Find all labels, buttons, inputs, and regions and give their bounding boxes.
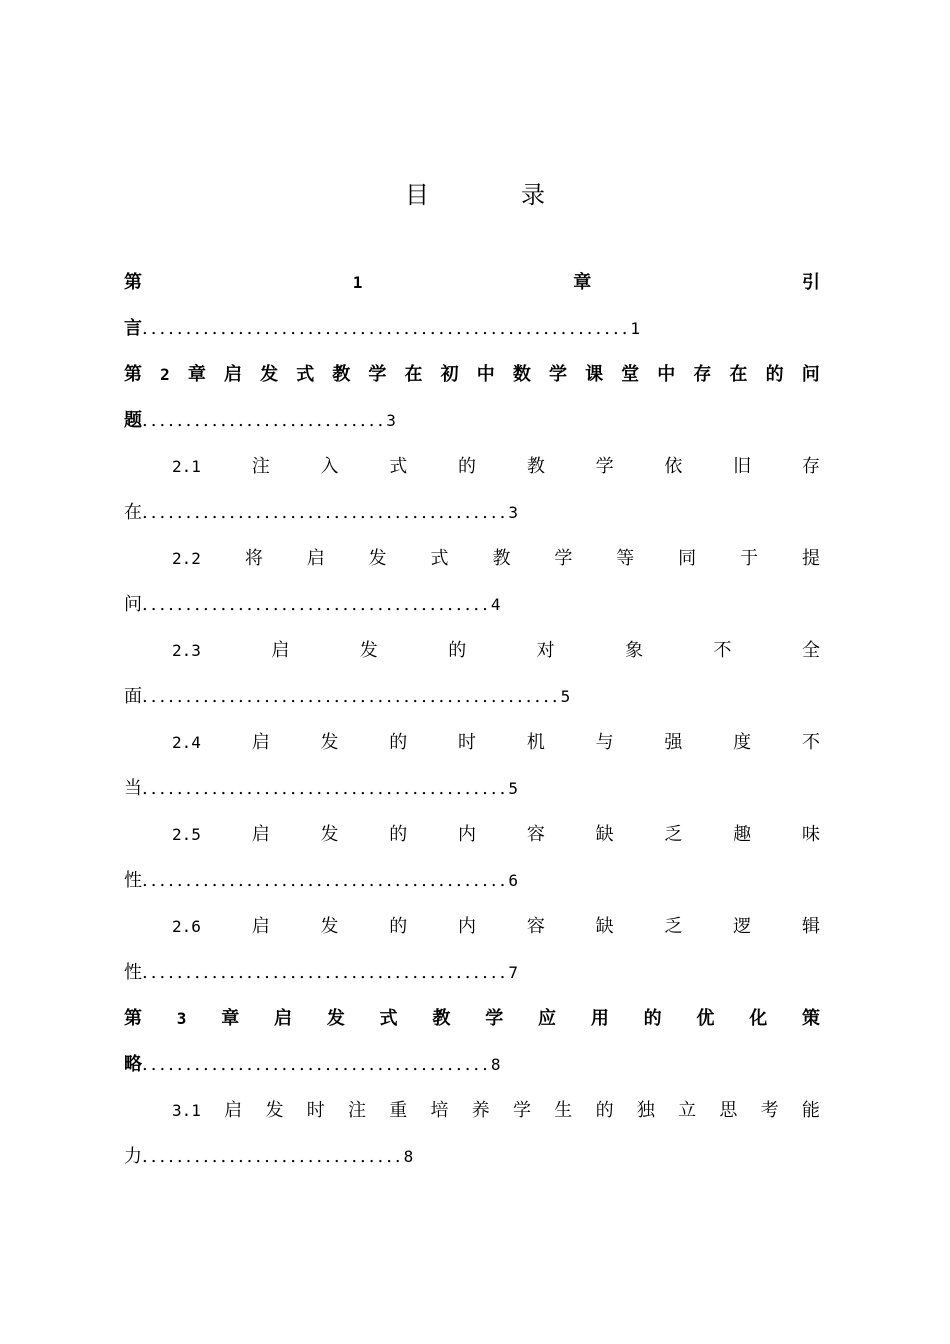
toc-tail-char: 当: [124, 778, 142, 799]
toc-tail-char: 言: [124, 318, 142, 339]
toc-heading-char: 式: [389, 456, 408, 477]
toc-title-char-1: 目: [405, 181, 429, 209]
toc-dot-leader: ..........................................: [142, 502, 509, 523]
toc-page-number: 3: [386, 411, 396, 430]
toc-heading-char: 学: [554, 548, 573, 569]
toc-dot-leader: ................................................: [142, 686, 561, 707]
toc-heading-char: 的: [389, 732, 408, 753]
toc-entry-continuation[interactable]: [124, 1142, 820, 1172]
toc-dot-leader: ........................................: [142, 1054, 491, 1075]
toc-heading-char: 发: [265, 1100, 284, 1121]
toc-entry-continuation[interactable]: [124, 314, 820, 344]
toc-heading-char: 2.5: [172, 825, 201, 844]
toc-dot-leader: ..........................................: [142, 778, 509, 799]
toc-heading-char: 用: [590, 1008, 609, 1029]
toc-dot-leader: ........................................: [142, 594, 491, 615]
toc-heading-char: 2.4: [172, 733, 201, 752]
toc-heading-char: 数: [512, 364, 531, 385]
toc-heading-char: 启: [224, 1100, 243, 1121]
toc-heading-char: 2.2: [172, 549, 201, 568]
toc-heading-char: 启: [251, 824, 270, 845]
toc-heading-char: 策: [802, 1008, 820, 1029]
toc-heading-char: 时: [306, 1100, 325, 1121]
toc-entry-continuation[interactable]: [124, 774, 820, 804]
toc-tail-char: 问: [124, 594, 142, 615]
toc-heading-char: 第: [124, 364, 142, 385]
toc-heading-char: 式: [430, 548, 449, 569]
toc-heading-char: 象: [625, 640, 644, 661]
toc-heading-char: 式: [379, 1008, 398, 1029]
toc-heading-char: 启: [271, 640, 290, 661]
toc-entry-heading[interactable]: [172, 728, 820, 758]
toc-heading-char: 学: [595, 456, 614, 477]
toc-heading-char: 缺: [595, 916, 614, 937]
toc-dot-leader: ..............................: [142, 1146, 404, 1167]
toc-dot-leader: ..........................................: [142, 870, 509, 891]
toc-heading-char: 生: [554, 1100, 573, 1121]
toc-heading-char: 趣: [733, 824, 752, 845]
toc-heading-char: 培: [430, 1100, 449, 1121]
toc-heading-char: 味: [801, 824, 820, 845]
toc-heading-char: 学: [513, 1100, 532, 1121]
toc-tail-char: 力: [124, 1146, 142, 1167]
toc-heading-char: 于: [740, 548, 759, 569]
toc-heading-char: 学: [368, 364, 387, 385]
toc-page-number: 5: [560, 687, 571, 706]
toc-heading-char: 入: [320, 456, 339, 477]
toc-heading-char: 第: [124, 1008, 142, 1029]
toc-heading-char: 问: [801, 364, 820, 385]
toc-entry-heading[interactable]: [172, 1096, 820, 1126]
toc-entry-heading[interactable]: [172, 544, 820, 574]
toc-heading-char: 章: [221, 1008, 240, 1029]
toc-heading-char: 堂: [621, 364, 640, 385]
toc-heading-char: 提: [801, 548, 820, 569]
toc-dot-leader: ............................: [142, 410, 387, 431]
toc-heading-char: 将: [244, 548, 263, 569]
toc-heading-char: 教: [526, 456, 545, 477]
toc-heading-char: 2.6: [172, 917, 201, 936]
toc-tail-char: 题: [124, 410, 142, 431]
toc-page-number: 7: [508, 963, 518, 982]
toc-heading-char: 容: [526, 916, 545, 937]
toc-heading-char: 3: [176, 1009, 187, 1028]
toc-heading-char: 发: [320, 916, 339, 937]
toc-heading-char: 强: [664, 732, 683, 753]
toc-heading-char: 考: [760, 1100, 779, 1121]
toc-heading-char: 的: [448, 640, 467, 661]
toc-heading-char: 对: [536, 640, 555, 661]
toc-heading-char: 乏: [664, 824, 683, 845]
toc-heading-char: 启: [223, 364, 242, 385]
toc-page-number: 4: [490, 595, 501, 614]
toc-page-number: 8: [403, 1147, 414, 1166]
toc-heading-char: 全: [801, 640, 820, 661]
toc-entry-continuation[interactable]: [124, 958, 820, 988]
toc-title: [0, 175, 950, 210]
toc-heading-char: 中: [476, 364, 495, 385]
toc-heading-char: 度: [733, 732, 752, 753]
toc-heading-char: 的: [595, 1100, 614, 1121]
toc-heading-char: 思: [719, 1100, 738, 1121]
toc-heading-char: 重: [389, 1100, 408, 1121]
toc-heading-char: 发: [320, 824, 339, 845]
toc-entry-continuation[interactable]: [124, 682, 820, 712]
toc-heading-char: 养: [471, 1100, 490, 1121]
toc-entry-continuation[interactable]: [124, 866, 820, 896]
toc-heading-char: 优: [696, 1008, 715, 1029]
toc-heading-char: 的: [458, 456, 477, 477]
toc-heading-char: 引: [801, 272, 820, 293]
toc-heading-char: 教: [332, 364, 351, 385]
toc-page-number: 3: [508, 503, 518, 522]
toc-entry-heading[interactable]: [124, 268, 820, 298]
toc-heading-char: 独: [636, 1100, 655, 1121]
toc-tail-char: 性: [124, 870, 142, 891]
toc-heading-char: 旧: [733, 456, 752, 477]
toc-entry-heading[interactable]: [172, 452, 820, 482]
toc-heading-char: 在: [404, 364, 423, 385]
toc-tail-char: 略: [124, 1054, 142, 1075]
toc-heading-char: 3.1: [172, 1101, 201, 1120]
toc-page-number: 5: [508, 779, 518, 798]
toc-heading-char: 时: [458, 732, 477, 753]
toc-heading-char: 第: [124, 272, 142, 293]
toc-entry-continuation[interactable]: [124, 590, 820, 620]
toc-heading-char: 机: [526, 732, 545, 753]
toc-entry-heading[interactable]: [172, 820, 820, 850]
toc-heading-char: 在: [729, 364, 748, 385]
toc-heading-char: 存: [693, 364, 712, 385]
toc-entry-heading[interactable]: [172, 912, 820, 942]
toc-heading-char: 章: [573, 272, 592, 293]
toc-heading-char: 注: [347, 1100, 366, 1121]
toc-page-number: 1: [630, 319, 641, 338]
toc-heading-char: 启: [306, 548, 325, 569]
toc-heading-char: 的: [389, 916, 408, 937]
toc-heading-char: 中: [657, 364, 676, 385]
toc-heading-char: 启: [251, 732, 270, 753]
toc-heading-char: 式: [296, 364, 315, 385]
toc-heading-char: 教: [492, 548, 511, 569]
toc-heading-char: 章: [187, 364, 206, 385]
toc-heading-char: 依: [664, 456, 683, 477]
toc-heading-char: 学: [485, 1008, 504, 1029]
toc-tail-char: 面: [124, 686, 142, 707]
toc-heading-char: 缺: [595, 824, 614, 845]
toc-heading-char: 辑: [801, 916, 820, 937]
toc-heading-char: 不: [801, 732, 820, 753]
toc-heading-char: 2.1: [172, 457, 201, 476]
toc-entry-heading[interactable]: [124, 1004, 820, 1034]
toc-heading-char: 内: [458, 916, 477, 937]
toc-entry-continuation[interactable]: [124, 498, 820, 528]
toc-heading-char: 能: [801, 1100, 820, 1121]
toc-entry-heading[interactable]: [124, 360, 820, 390]
toc-heading-char: 逻: [733, 916, 752, 937]
toc-heading-char: 2: [160, 365, 170, 384]
toc-heading-char: 同: [678, 548, 697, 569]
toc-heading-char: 的: [765, 364, 784, 385]
toc-heading-char: 发: [359, 640, 378, 661]
toc-heading-char: 发: [326, 1008, 345, 1029]
toc-dot-leader: ..........................................: [142, 962, 509, 983]
toc-title-char-2: 录: [521, 181, 545, 209]
toc-heading-char: 学: [548, 364, 567, 385]
toc-heading-char: 化: [749, 1008, 768, 1029]
toc-heading-char: 应: [538, 1008, 557, 1029]
toc-heading-char: 启: [251, 916, 270, 937]
toc-heading-char: 2.3: [172, 641, 201, 660]
toc-heading-char: 发: [260, 364, 279, 385]
toc-tail-char: 性: [124, 962, 142, 983]
toc-heading-char: 内: [458, 824, 477, 845]
toc-heading-char: 1: [352, 273, 363, 292]
toc-page-number: 6: [508, 871, 518, 890]
toc-heading-char: 等: [616, 548, 635, 569]
toc-entry-heading[interactable]: [172, 636, 820, 666]
toc-heading-char: 的: [389, 824, 408, 845]
toc-heading-char: 启: [274, 1008, 293, 1029]
toc-entry-continuation[interactable]: [124, 1050, 820, 1080]
toc-heading-char: 容: [526, 824, 545, 845]
toc-heading-char: 初: [440, 364, 459, 385]
toc-tail-char: 在: [124, 502, 142, 523]
toc-heading-char: 教: [432, 1008, 451, 1029]
toc-heading-char: 与: [595, 732, 614, 753]
toc-heading-char: 课: [585, 364, 604, 385]
toc-heading-char: 注: [251, 456, 270, 477]
toc-heading-char: 发: [320, 732, 339, 753]
toc-heading-char: 的: [643, 1008, 662, 1029]
toc-heading-char: 不: [713, 640, 732, 661]
toc-heading-char: 乏: [664, 916, 683, 937]
toc-heading-char: 立: [678, 1100, 697, 1121]
toc-dot-leader: ........................................................: [142, 318, 631, 339]
toc-page-number: 8: [490, 1055, 501, 1074]
toc-entry-continuation[interactable]: [124, 406, 820, 436]
toc-heading-char: 发: [368, 548, 387, 569]
toc-heading-char: 存: [801, 456, 820, 477]
